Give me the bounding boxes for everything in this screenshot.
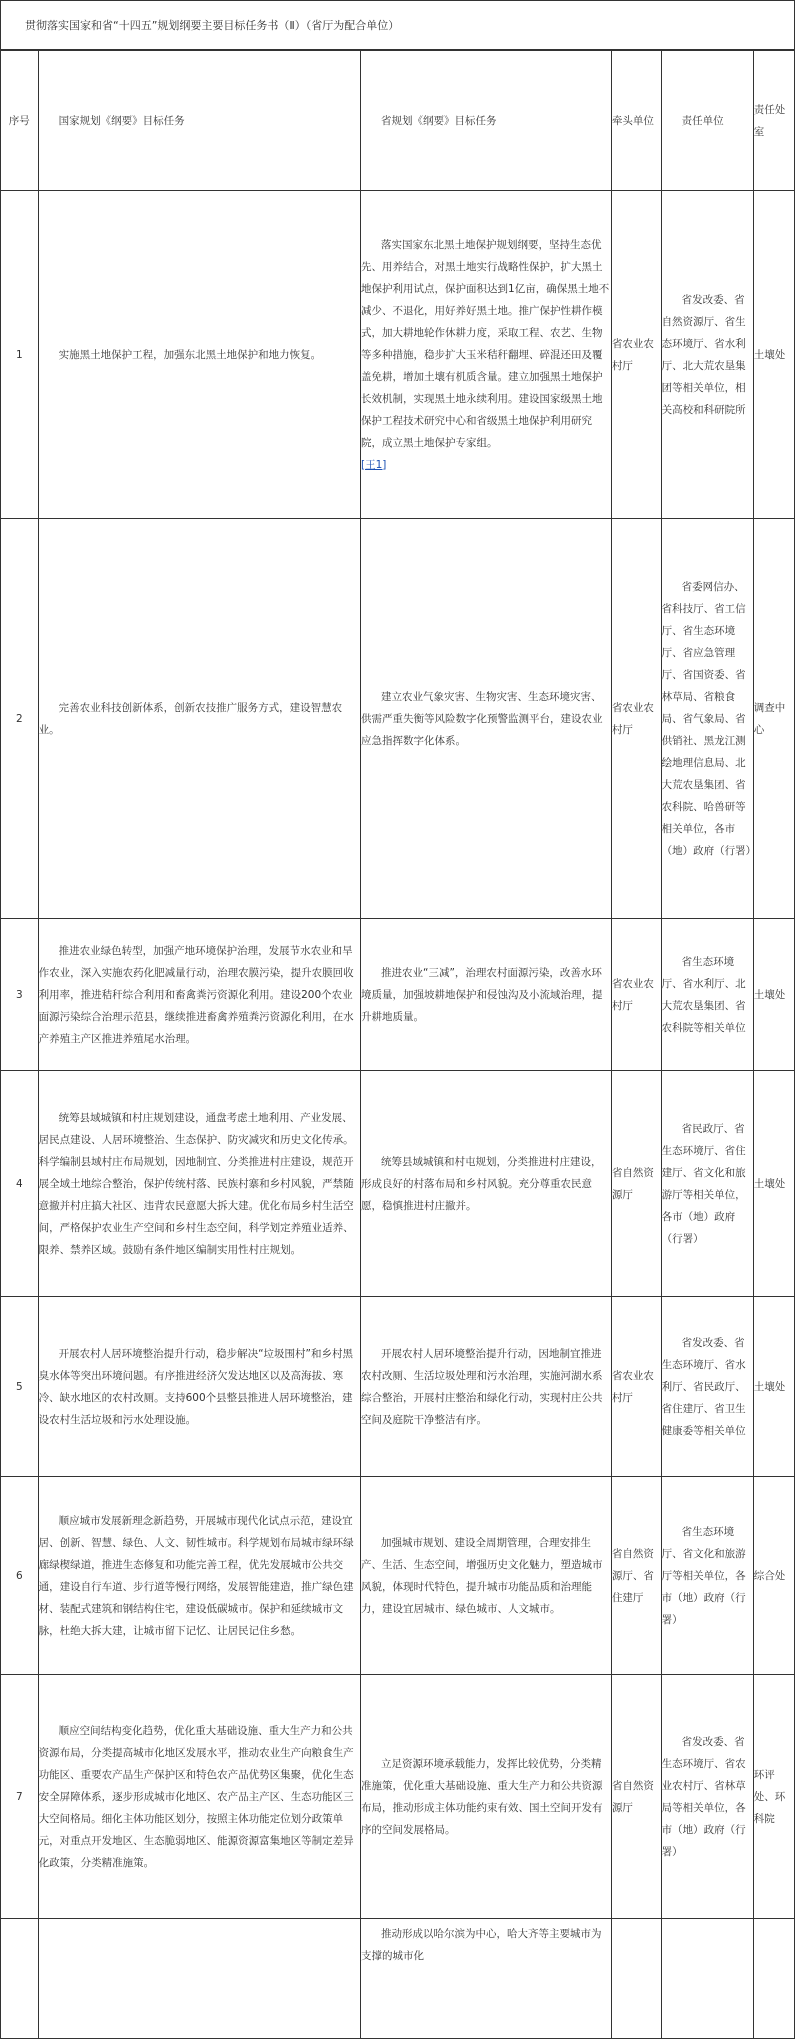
responsible-unit [661, 1919, 753, 2039]
row-no: 5 [1, 1297, 39, 1477]
responsible-unit: 省发改委、省生态环境厅、省农业农村厅、省林草局等相关单位，各市（地）政府（行署） [661, 1675, 753, 1919]
responsible-unit: 省民政厅、省生态环境厅、省住建厅、省文化和旅游厅等相关单位，各市（地）政府（行署） [661, 1071, 753, 1297]
table-row [1, 1071, 795, 1297]
row-no: 2 [1, 519, 39, 919]
table-header-row [1, 51, 795, 191]
provincial-task: 加强城市规划、建设全周期管理，合理安排生产、生活、生态空间，增强历史文化魅力，塑造城市风貌，体现时代特色，提升城市功能品质和治理能力，建设宜居城市、绿色城市、人文城市。 [361, 1477, 612, 1675]
national-task: 开展农村人居环境整治提升行动，稳步解决“垃圾围村”和乡村黑臭水体等突出环境问题。有序推进经济欠发达地区以及高海拔、寒冷、缺水地区的农村改厕。支持600个县整县推进人居环境整治，建设农村生活垃圾和污水处理设施。 [38, 1297, 360, 1477]
responsible-unit: 省生态环境厅、省水利厅、北大荒农垦集团、省农科院等相关单位 [661, 919, 753, 1071]
provincial-task: 立足资源环境承载能力，发挥比较优势，分类精准施策，优化重大基础设施、重大生产力和公共资源布局，推动形成主体功能约束有效、国土空间开发有序的空间发展格局。 [361, 1675, 612, 1919]
lead-unit: 省农业农村厅 [611, 519, 661, 919]
row-no: 7 [1, 1675, 39, 1919]
header-provincial-task: 省规划《纲要》目标任务 [361, 51, 612, 191]
responsible-division: 综合处 [753, 1477, 794, 1675]
responsible-unit: 省委网信办、省科技厅、省工信厅、省生态环境厅、省应急管理厅、省国资委、省林草局、省粮食局、省气象局、省供销社、黑龙江测绘地理信息局、北大荒农垦集团、省农科院、哈兽研等相关单位，各市（地）政府（行署） [661, 519, 753, 919]
comment-marker-link[interactable]: [王1] [361, 458, 387, 471]
national-task: 实施黑土地保护工程，加强东北黑土地保护和地力恢复。 [38, 191, 360, 519]
provincial-task: 推进农业“三减”，治理农村面源污染，改善水环境质量，加强坡耕地保护和侵蚀沟及小流域治理，提升耕地质量。 [361, 919, 612, 1071]
provincial-task: 推动形成以哈尔滨为中心，哈大齐等主要城市为支撑的城市化 [361, 1919, 612, 2039]
row-no [1, 1919, 39, 2039]
provincial-task: 统筹县域城镇和村屯规划，分类推进村庄建设，形成良好的村落布局和乡村风貌。充分尊重农民意愿，稳慎推进村庄撤并。 [361, 1071, 612, 1297]
row-no: 3 [1, 919, 39, 1071]
header-responsible-division: 责任处室 [753, 51, 794, 191]
national-task: 完善农业科技创新体系，创新农技推广服务方式，建设智慧农业。 [38, 519, 360, 919]
row-no: 1 [1, 191, 39, 519]
target-task-table [0, 50, 795, 2039]
table-row [1, 1919, 795, 2039]
responsible-division: 土壤处 [753, 919, 794, 1071]
table-row [1, 919, 795, 1071]
table-row [1, 1297, 795, 1477]
lead-unit: 省自然资源厅、省住建厅 [611, 1477, 661, 1675]
responsible-division: 土壤处 [753, 191, 794, 519]
table-row [1, 1477, 795, 1675]
provincial-task: 开展农村人居环境整治提升行动，因地制宜推进农村改厕、生活垃圾处理和污水治理，实施河湖水系综合整治，开展村庄整治和绿化行动，实现村庄公共空间及庭院干净整洁有序。 [361, 1297, 612, 1477]
document-caption: 贯彻落实国家和省“十四五”规划纲要主要目标任务书（Ⅱ）（省厅为配合单位） [0, 0, 795, 50]
provincial-task: 落实国家东北黑土地保护规划纲要，坚持生态优先、用养结合，对黑土地实行战略性保护，扩大黑土地保护利用试点，保护面积达到1亿亩，确保黑土地不减少、不退化，用好养好黑土地。推广保护性耕作模式，加大耕地轮作休耕力度，采取工程、农艺、生物等多种措施，稳步扩大玉米秸秆翻埋、碎混还田及覆盖免耕，增加土壤有机质含量。建立加强黑土地保护长效机制，实现黑土地永续利用。建设国家级黑土地保护工程技术研究中心和省级黑土地保护利用研究院，成立黑土地保护专家组。 [王1] [361, 191, 612, 519]
header-lead-unit: 牵头单位 [611, 51, 661, 191]
national-task: 推进农业绿色转型，加强产地环境保护治理，发展节水农业和旱作农业，深入实施农药化肥减量行动，治理农膜污染，提升农膜回收利用率，推进秸秆综合利用和畜禽粪污资源化利用。建设200个农业面源污染综合治理示范县，继续推进畜禽养殖粪污资源化利用，在水产养殖主产区推进养殖尾水治理。 [38, 919, 360, 1071]
responsible-division [753, 1919, 794, 2039]
header-national-task: 国家规划《纲要》目标任务 [38, 51, 360, 191]
header-responsible-unit: 责任单位 [661, 51, 753, 191]
responsible-division: 土壤处 [753, 1071, 794, 1297]
provincial-task: 建立农业气象灾害、生物灾害、生态环境灾害、供需严重失衡等风险数字化预警监测平台，建设农业应急指挥数字化体系。 [361, 519, 612, 919]
responsible-division: 土壤处 [753, 1297, 794, 1477]
national-task: 顺应城市发展新理念新趋势，开展城市现代化试点示范，建设宜居、创新、智慧、绿色、人文、韧性城市。科学规划布局城市绿环绿廊绿楔绿道，推进生态修复和功能完善工程，优先发展城市公共交通，建设自行车道、步行道等慢行网络，发展智能建造，推广绿色建材、装配式建筑和钢结构住宅，建设低碳城市。保护和延续城市文脉，杜绝大拆大建，让城市留下记忆、让居民记住乡愁。 [38, 1477, 360, 1675]
row-no: 4 [1, 1071, 39, 1297]
national-task: 顺应空间结构变化趋势，优化重大基础设施、重大生产力和公共资源布局，分类提高城市化地区发展水平，推动农业生产向粮食生产功能区、重要农产品生产保护区和特色农产品优势区集聚，优化生态安全屏障体系，逐步形成城市化地区、农产品主产区、生态功能区三大空间格局。细化主体功能区划分，按照主体功能定位划分政策单元，对重点开发地区、生态脆弱地区、能源资源富集地区等制定差异化政策，分类精准施策。 [38, 1675, 360, 1919]
lead-unit: 省自然资源厅 [611, 1675, 661, 1919]
lead-unit: 省自然资源厅 [611, 1071, 661, 1297]
lead-unit: 省农业农村厅 [611, 919, 661, 1071]
responsible-division: 调查中心 [753, 519, 794, 919]
header-no: 序号 [1, 51, 39, 191]
table-row [1, 191, 795, 519]
responsible-division: 环评处、环科院 [753, 1675, 794, 1919]
row-no: 6 [1, 1477, 39, 1675]
table-row [1, 1675, 795, 1919]
national-task [38, 1919, 360, 2039]
table-row [1, 519, 795, 919]
lead-unit: 省农业农村厅 [611, 191, 661, 519]
responsible-unit: 省生态环境厅、省文化和旅游厅等相关单位，各市（地）政府（行署） [661, 1477, 753, 1675]
responsible-unit: 省发改委、省生态环境厅、省水利厅、省民政厅、省住建厅、省卫生健康委等相关单位 [661, 1297, 753, 1477]
responsible-unit: 省发改委、省自然资源厅、省生态环境厅、省水利厅、北大荒农垦集团等相关单位，相关高校和科研院所 [661, 191, 753, 519]
lead-unit: 省农业农村厅 [611, 1297, 661, 1477]
lead-unit [611, 1919, 661, 2039]
national-task: 统筹县域城镇和村庄规划建设，通盘考虑土地利用、产业发展、居民点建设、人居环境整治、生态保护、防灾减灾和历史文化传承。科学编制县域村庄布局规划，因地制宜、分类推进村庄建设，规范开展全域土地综合整治，保护传统村落、民族村寨和乡村风貌，严禁随意撤并村庄搞大社区、违背农民意愿大拆大建。优化布局乡村生活空间，严格保护农业生产空间和乡村生态空间，科学划定养殖业适养、限养、禁养区域。鼓励有条件地区编制实用性村庄规划。 [38, 1071, 360, 1297]
